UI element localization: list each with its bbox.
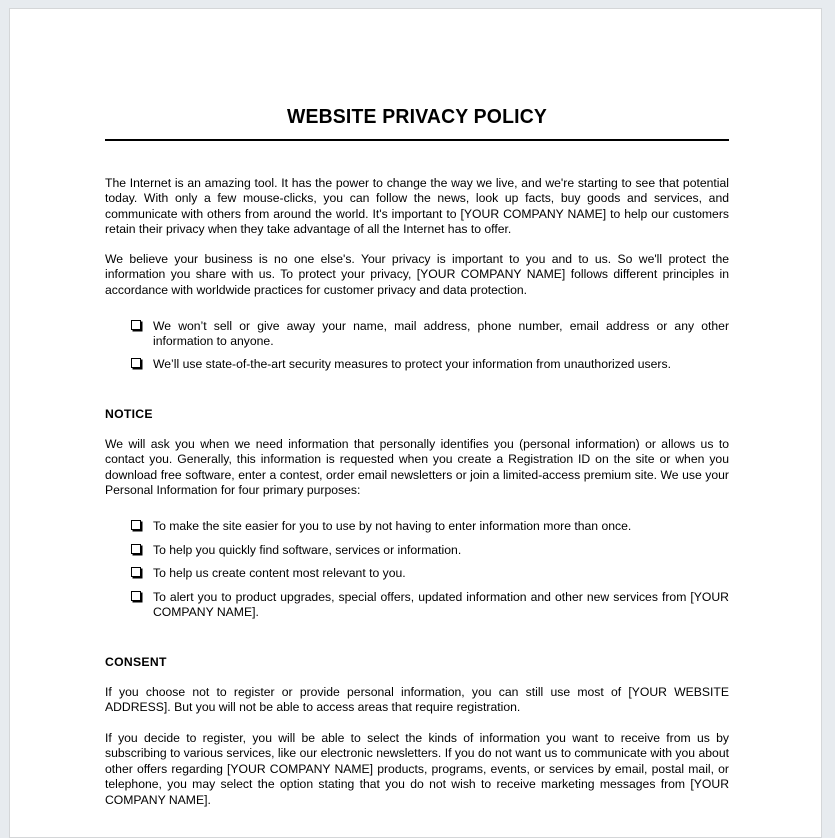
list-item (131, 357, 729, 372)
document-page (9, 8, 822, 838)
list-item (131, 519, 729, 534)
title-divider (105, 139, 729, 141)
notice-paragraph: We will ask you when we need information that personally identifies you (personal information) or allows us to contact you. Generally, this information is requested when you create a Registration ID on the site or when you download free software, enter a contest, order email newsletters or join a limited-access premium site. We use your Personal Information for four primary purposes: (105, 437, 729, 498)
consent-paragraph: If you choose not to register or provide personal information, you can still use most of [YOUR WEBSITE ADDRESS]. But you will not be able to access areas that require registration. (105, 685, 729, 715)
checkbox-bullet-icon (131, 320, 141, 330)
checkbox-bullet-icon (131, 544, 141, 554)
checkbox-bullet-icon (131, 520, 141, 530)
section-heading-notice: NOTICE (105, 407, 153, 421)
intro-paragraph: The Internet is an amazing tool. It has the power to change the way we live, and we're starting to see that potential today. With only a few mouse-clicks, you can follow the news, look up facts, buy goods and services, and communicate with others from around the world. It's important to [YOUR COMPANY NAME] to help our customers retain their privacy when they take advantage of all the Internet has to offer. (105, 176, 729, 237)
list-item (131, 566, 729, 581)
consent-paragraph: If you decide to register, you will be able to select the kinds of information you want to receive from us by subscribing to various services, like our electronic newsletters. If you do not want us to communicate with you about other offers regarding [YOUR COMPANY NAME] products, programs, events, or services by email, postal mail, or telephone, you may select the option stating that you do not wish to receive marketing messages from [YOUR COMPANY NAME]. (105, 731, 729, 807)
list-item-text: We won’t sell or give away your name, mail address, phone number, email address or any other information to anyone. (153, 319, 729, 349)
checkbox-bullet-icon (131, 567, 141, 577)
list-item (131, 319, 729, 350)
checkbox-bullet-icon (131, 591, 141, 601)
list-item-text: To help us create content most relevant to you. (153, 566, 406, 580)
list-item-text: To make the site easier for you to use by not having to enter information more than once. (153, 519, 632, 533)
list-item-text: To help you quickly find software, services or information. (153, 543, 462, 557)
section-heading-consent: CONSENT (105, 655, 167, 669)
intro-paragraph: We believe your business is no one else's. Your privacy is important to you and to us. So we'll protect the information you share with us. To protect your privacy, [YOUR COMPANY NAME] follows different principles in accordance with worldwide practices for customer privacy and data protection. (105, 252, 729, 297)
list-item (131, 543, 729, 558)
list-item-text: We’ll use state-of-the-art security measures to protect your information from unauthorized users. (153, 357, 671, 371)
list-item (131, 590, 729, 621)
list-item-text: To alert you to product upgrades, special offers, updated information and other new services from [YOUR COMPANY NAME]. (153, 590, 729, 620)
checkbox-bullet-icon (131, 358, 141, 368)
document-title: WEBSITE PRIVACY POLICY (286, 106, 548, 128)
